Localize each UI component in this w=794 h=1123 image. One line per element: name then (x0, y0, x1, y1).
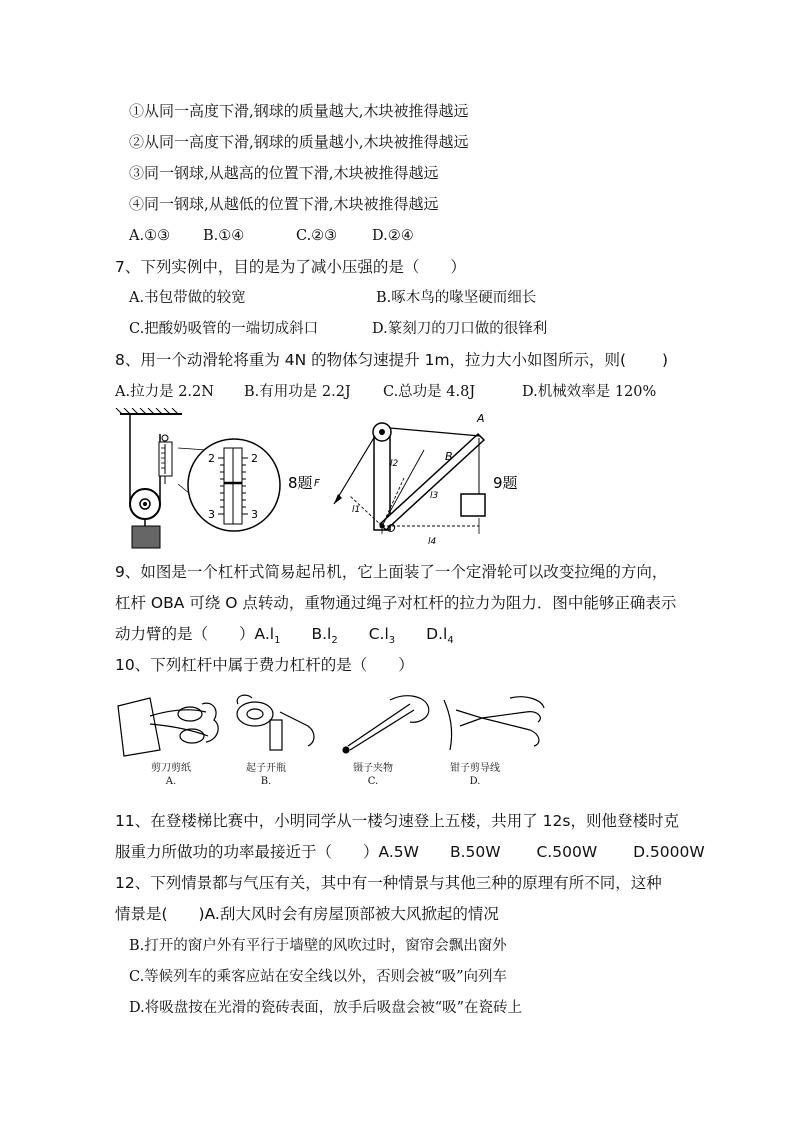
q10-caption-d (420, 762, 530, 788)
q11-line-2: 服重力所做功的功率最接近于（ ）A.5W B.50W C.500W D.5000W (115, 843, 705, 861)
q9-option-d-sub: 4 (447, 635, 454, 647)
q8-option-d: D.机械效率是 120% (522, 384, 657, 400)
q7-stem: 7、下列实例中，目的是为了减小压强的是（ ） (115, 258, 466, 276)
scale-label-2-left: 2 (208, 452, 215, 465)
point-o-label: O (387, 522, 396, 535)
q10-caption-b-text: 起子开瓶 (246, 763, 286, 774)
q9-line-2: 杠杆 OBA 可绕 O 点转动，重物通过绳子对杠杆的拉力为阻力．图中能够正确表示 (115, 594, 677, 612)
q9-line-3 (115, 624, 454, 651)
scissors-cutting-paper-image (118, 698, 218, 756)
bottle-opener-image (237, 695, 314, 750)
point-a-label: A (477, 412, 485, 425)
q9-option-c-sub: 3 (388, 635, 396, 647)
q6-option-d: D.②④ (372, 228, 414, 244)
q12-option-c: C.等候列车的乘客应站在安全线以外，否则会被“吸”向列车 (129, 969, 508, 985)
scale-label-3-right: 3 (251, 508, 258, 521)
q6-option-a: A.①③ (129, 228, 171, 244)
q9-line-3-prefix: 动力臂的是（ ）A. (115, 625, 270, 643)
q12-option-d: D.将吸盘按在光滑的瓷砖表面，放手后吸盘会被“吸”在瓷砖上 (129, 1000, 523, 1016)
q8-option-a: A.拉力是 2.2N (115, 384, 214, 400)
q7-option-a: A.书包带做的较宽 (129, 290, 246, 306)
q10-stem: 10、下列杠杆中属于费力杠杆的是（ ） (115, 656, 414, 674)
q10-caption-d-letter: D. (469, 776, 481, 787)
scale-label-2-right: 2 (251, 452, 258, 465)
q10-caption-b-letter: B. (260, 776, 272, 787)
q10-caption-c-text: 镊子夹物 (353, 763, 393, 774)
q12-line-2: 情景是( )A.刮大风时会有房屋顶部被大风掀起的情况 (115, 905, 499, 923)
arm-l4-label: l4 (428, 537, 437, 547)
q10-caption-b (211, 762, 321, 788)
q6-option-c: C.②③ (296, 228, 338, 244)
q10-caption-a-text: 剪刀剪纸 (151, 763, 191, 774)
q6-item-4: ④同一钢球,从越低的位置下滑,木块被推得越远 (129, 195, 439, 213)
q11-line-1: 11、在登楼梯比赛中，小明同学从一楼匀速登上五楼，共用了 12s，则他登楼时克 (115, 812, 679, 830)
figure-8-label: 8题 (288, 474, 313, 492)
q10-caption-a (116, 762, 226, 788)
q9-option-c: C.l (337, 625, 389, 643)
q10-caption-c-letter: C. (367, 776, 379, 787)
q7-option-d: D.篆刻刀的刀口做的很锋利 (372, 321, 548, 337)
q6-item-1: ①从同一高度下滑,钢球的质量越大,木块被推得越远 (129, 102, 469, 120)
q8-option-b: B.有用功是 2.2J (244, 384, 351, 400)
q6-option-b: B.①④ (203, 228, 245, 244)
force-f-label: F (314, 478, 320, 489)
q9-option-b: B.l (280, 625, 332, 643)
q7-option-b: B.啄木鸟的喙坚硬而细长 (376, 290, 537, 306)
q10-tools-figure (110, 690, 550, 760)
q10-caption-c (318, 762, 428, 788)
pulley-and-lever-figure (112, 408, 532, 553)
figure-9-label: 9题 (493, 474, 518, 492)
q9-option-d: D.l (395, 625, 448, 643)
arm-l2-label: l2 (390, 459, 399, 469)
arm-l1-label: l1 (352, 505, 361, 515)
q7-option-c: C.把酸奶吸管的一端切成斜口 (129, 321, 319, 337)
tweezers-image (343, 696, 429, 753)
q9-option-b-sub: 2 (331, 635, 338, 647)
q9-option-a-letter: l (269, 625, 275, 643)
q10-caption-a-letter: A. (165, 776, 177, 787)
q12-line-1: 12、下列情景都与气压有关，其中有一种情景与其他三种的原理有所不同，这种 (115, 874, 662, 892)
q8-option-c: C.总功是 4.8J (383, 384, 476, 400)
q9-option-a-sub: 1 (274, 635, 281, 647)
q6-item-2: ②从同一高度下滑,钢球的质量越小,木块被推得越远 (129, 133, 469, 151)
q9-line-1: 9、如图是一个杠杆式简易起吊机，它上面装了一个定滑轮可以改变拉绳的方向， (115, 563, 668, 581)
q12-option-b: B.打开的窗户外有平行于墙壁的风吹过时，窗帘会飘出窗外 (129, 938, 507, 954)
pliers-image (444, 697, 544, 750)
arm-l3-label: l3 (430, 491, 439, 501)
q6-item-3: ③同一钢球,从越高的位置下滑,木块被推得越远 (129, 164, 439, 182)
q8-stem: 8、用一个动滑轮将重为 4N 的物体匀速提升 1m，拉力大小如图所示，则( ) (115, 351, 669, 369)
scale-label-3-left: 3 (208, 508, 215, 521)
point-b-label: B (445, 450, 453, 463)
q10-caption-d-text: 钳子剪导线 (450, 763, 500, 774)
